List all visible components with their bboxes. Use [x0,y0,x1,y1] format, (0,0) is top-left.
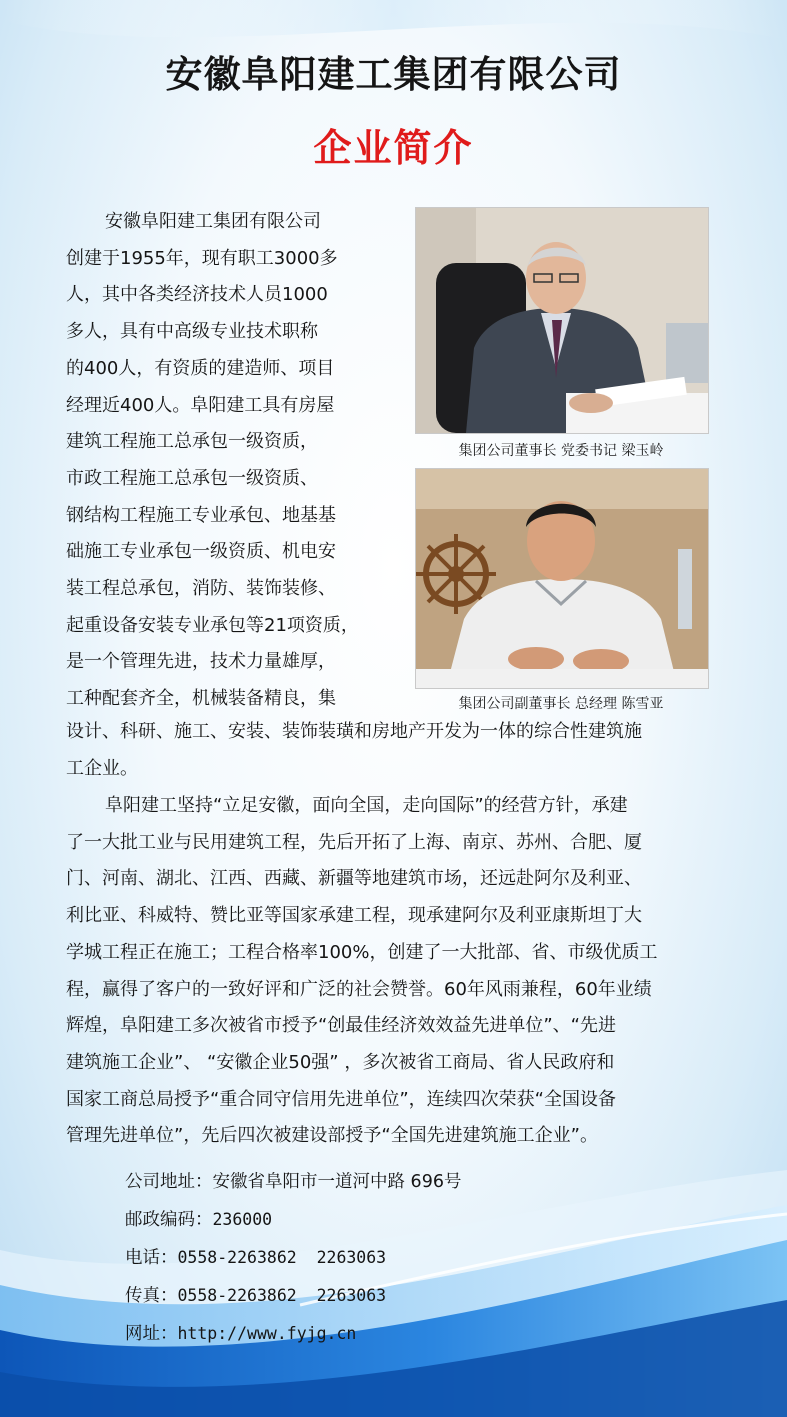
text-line: 安徽阜阳建工集团有限公司 [105,211,321,232]
fax-row [125,1277,685,1315]
text-line: 建筑施工企业”、 “安徽企业50强” ，多次被省工商局、省人民政府和 [66,1051,615,1073]
text-line: 工种配套齐全，机械装备精良，集 [66,688,336,710]
text-line: 管理先进单位”，先后四次被建设部授予“全国先进建筑施工企业”。 [66,1125,598,1147]
website-label: 网址： [125,1324,178,1344]
contact-info [125,1164,685,1353]
vice-chairman-photo [415,468,709,689]
fax-value: 0558-2263862 2263063 [177,1286,387,1305]
text-line: 阜阳建工坚持“立足安徽，面向全国，走向国际”的经营方针，承建 [105,795,628,816]
text-line: 设计、科研、施工、安装、装饰装璜和房地产开发为一体的综合性建筑施 [66,721,642,742]
phone-label: 电话： [125,1248,178,1268]
text-line: 门、河南、湖北、江西、西藏、新疆等地建筑市场，还远赴阿尔及利亚、 [66,868,642,890]
text-line: 学城工程正在施工；工程合格率100%，创建了一大批部、省、市级优质工 [66,941,658,963]
intro-paragraph-2 [66,788,746,1155]
text-line: 程，赢得了客户的一致好评和广泛的社会赞誉。60年风雨兼程，60年业绩 [66,978,652,1000]
address-label: 公司地址： [125,1172,213,1192]
address-value: 安徽省阜阳市一道河中路 696号 [212,1172,462,1192]
vice-chairman-caption: 集团公司副董事长 总经理 陈雪亚 [458,696,664,712]
text-line: 建筑工程施工总承包一级资质， [66,431,318,453]
website-link[interactable]: http://www.fyjg.cn [177,1324,357,1343]
text-line: 的400人，有资质的建造师、项目 [66,357,335,379]
text-line: 创建于1955年，现有职工3000多 [66,247,338,269]
portrait-vice-chairman-icon [416,469,708,688]
text-line: 经理近400人。阜阳建工具有房屋 [66,394,335,416]
text-line: 装工程总承包，消防、装饰装修、 [66,578,336,600]
postcode-row [125,1201,685,1239]
postcode-value: 236000 [212,1210,273,1229]
text-line: 起重设备安装专业承包等21项资质， [66,614,359,636]
chairman-photo [415,207,709,434]
address-row [125,1164,685,1201]
phone-value: 0558-2263862 2263063 [177,1248,387,1267]
text-line: 市政工程施工总承包一级资质、 [66,467,318,489]
text-line: 了一大批工业与民用建筑工程，先后开拓了上海、南京、苏州、合肥、厦 [66,831,642,853]
text-line: 国家工商总局授予“重合同守信用先进单位”，连续四次荣获“全国设备 [66,1088,616,1110]
text-line: 础施工专业承包一级资质、机电安 [66,541,336,563]
intro-paragraph-1-tail [66,714,746,787]
text-line: 辉煌，阜阳建工多次被省市授予“创最佳经济效效益先进单位”、“先进 [66,1015,616,1037]
text-line: 是一个管理先进，技术力量雄厚， [66,651,336,673]
text-line: 钢结构工程施工专业承包、地基基 [66,504,336,526]
chairman-caption: 集团公司董事长 党委书记 梁玉岭 [458,443,664,459]
postcode-label: 邮政编码： [125,1210,213,1230]
intro-paragraph-1 [66,204,398,718]
text-line: 多人，具有中高级专业技术职称 [66,321,318,343]
text-line: 工企业。 [66,757,138,779]
text-line: 利比亚、科威特、赞比亚等国家承建工程，现承建阿尔及利亚康斯坦丁大 [66,905,642,927]
phone-row [125,1239,685,1277]
company-title: 安徽阜阳建工集团有限公司 [165,53,622,96]
website-row [125,1315,685,1353]
text-line: 人，其中各类经济技术人员1000 [66,284,328,306]
section-title: 企业简介 [313,126,474,170]
fax-label: 传真： [125,1286,178,1306]
portrait-chairman-icon [416,208,708,433]
